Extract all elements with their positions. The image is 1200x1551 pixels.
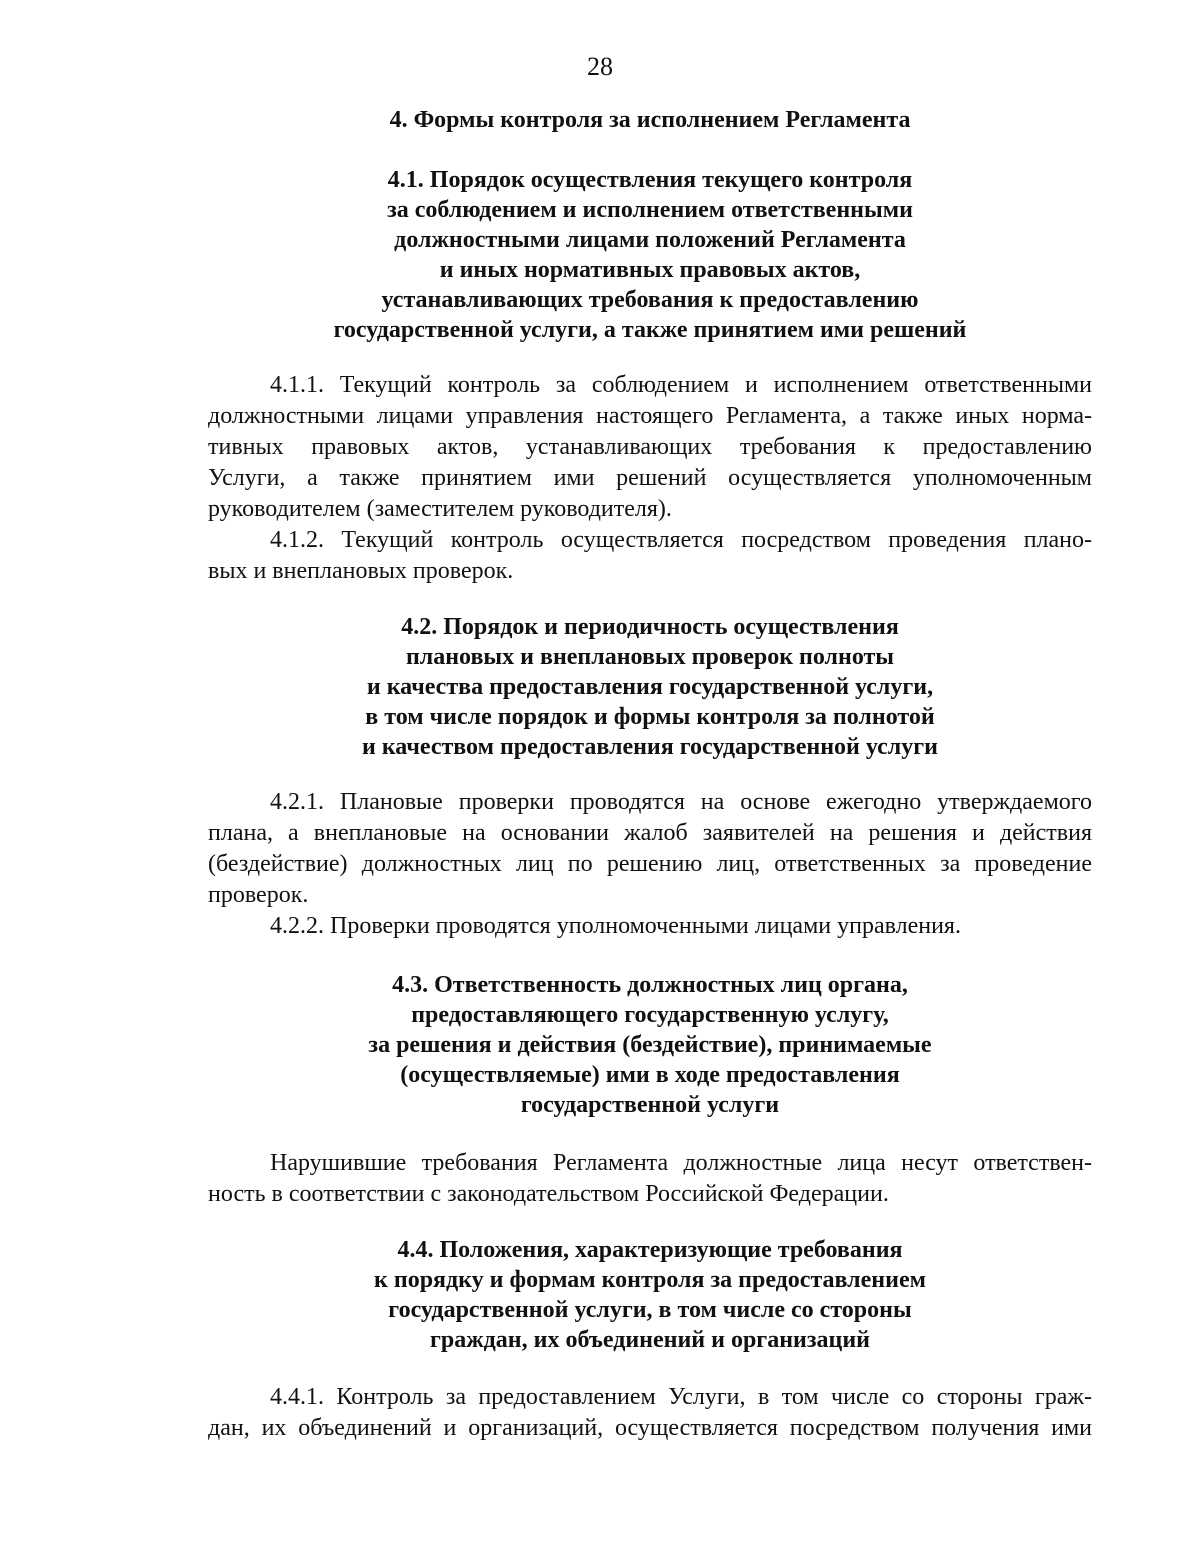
paragraph-4-2-1 [208,787,1092,911]
heading-line: 4.2. Порядок и периодичность осуществления [401,614,899,640]
heading-line: предоставляющего государственную услугу, [411,1002,889,1028]
paragraph-line: 4.2.2. Проверки проводятся уполномоченными лицами управления. [270,913,961,939]
heading-line: граждан, их объединений и организаций [430,1327,870,1353]
heading-line: государственной услуги, а также принятием ими решений [333,317,967,343]
paragraph-line: проверок. [208,882,309,908]
paragraph-line: руководителем (заместителем руководителя). [208,496,672,522]
page-number: 28 [587,52,613,81]
paragraph-line: 4.2.1. Плановые проверки проводятся на основе ежегодно утверждаемого [270,789,1092,815]
heading-line: устанавливающих требования к предоставлению [381,287,919,313]
heading-line: 4.1. Порядок осуществления текущего контроля [387,167,913,193]
heading-line: и иных нормативных правовых актов, [439,257,861,283]
heading-line: за соблюдением и исполнением ответственными [387,197,913,223]
heading-line: к порядку и формам контроля за предоставлением [374,1267,926,1293]
paragraph-4-3 [208,1148,1092,1210]
section-heading-4-1 [0,165,1200,345]
section-heading-4 [0,105,1200,135]
paragraph-line: ность в соответствии с законодательством Российской Федерации. [208,1181,889,1207]
heading-line: 4.3. Ответственность должностных лиц органа, [392,972,908,998]
heading-line: и качеством предоставления государственной услуги [362,734,938,760]
heading-line: за решения и действия (бездействие), принимаемые [368,1032,932,1058]
heading-line: (осуществляемые) ими в ходе предоставления [400,1062,900,1088]
paragraph-line: дан, их объединений и организаций, осуществляется посредством получения ими [208,1415,1092,1441]
paragraph-4-2-2 [208,911,1092,942]
heading-line: 4. Формы контроля за исполнением Регламента [389,107,911,133]
section-heading-4-3 [0,970,1200,1120]
section-heading-4-2 [0,612,1200,762]
paragraph-line: плана, а внеплановые на основании жалоб заявителей на решения и действия [208,820,1092,846]
paragraph-line: 4.1.2. Текущий контроль осуществляется посредством проведения плано- [270,527,1092,553]
paragraph-4-4-1 [208,1382,1092,1444]
heading-line: и качества предоставления государственной услуги, [366,674,934,700]
paragraph-4-1-2 [208,525,1092,587]
heading-line: в том числе порядок и формы контроля за полнотой [365,704,935,730]
paragraph-4-1-1 [208,370,1092,525]
paragraph-line: тивных правовых актов, устанавливающих требования к предоставлению [208,434,1092,460]
paragraph-line: Нарушившие требования Регламента должностные лица несут ответствен- [270,1150,1092,1176]
section-heading-4-4 [0,1235,1200,1355]
paragraph-line: вых и внеплановых проверок. [208,558,514,584]
paragraph-line: (бездействие) должностных лиц по решению лиц, ответственных за проведение [208,851,1092,877]
paragraph-line: должностными лицами управления настоящего Регламента, а также иных норма- [208,403,1092,429]
paragraph-line: 4.4.1. Контроль за предоставлением Услуги, в том числе со стороны граж- [270,1384,1092,1410]
paragraph-line: Услуги, а также принятием ими решений осуществляется уполномоченным [208,465,1092,491]
heading-line: государственной услуги, в том числе со стороны [388,1297,912,1323]
heading-line: 4.4. Положения, характеризующие требования [397,1237,903,1263]
paragraph-line: 4.1.1. Текущий контроль за соблюдением и исполнением ответственными [270,372,1092,398]
heading-line: должностными лицами положений Регламента [394,227,906,253]
heading-line: плановых и внеплановых проверок полноты [405,644,895,670]
heading-line: государственной услуги [520,1092,780,1118]
